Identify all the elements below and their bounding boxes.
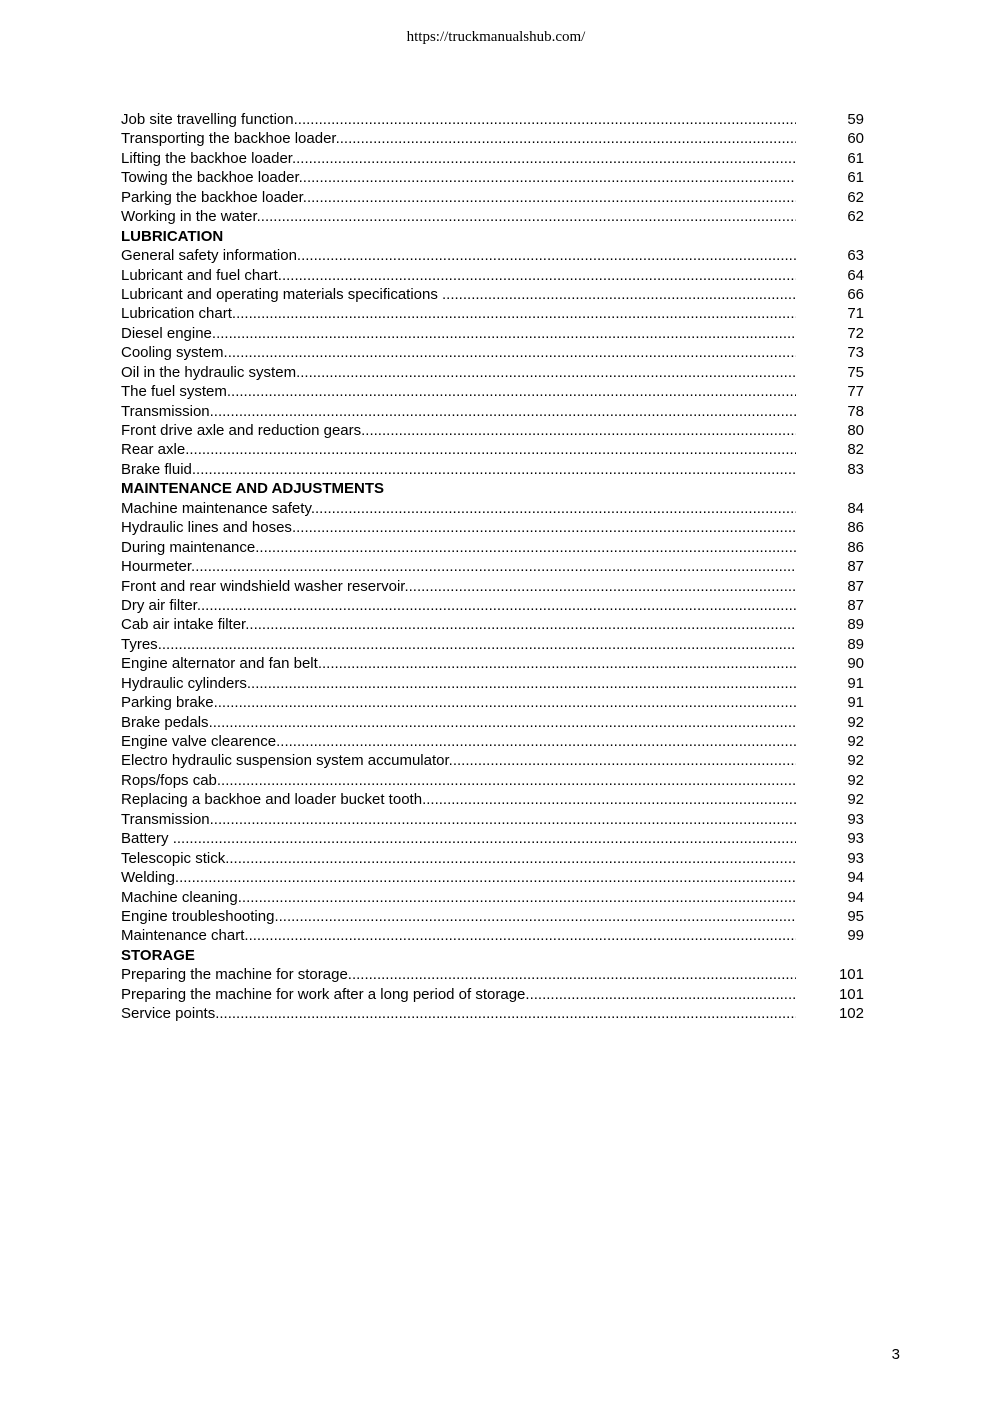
toc-entry[interactable] xyxy=(121,888,866,907)
toc-entry-label-with-leader xyxy=(121,285,796,304)
toc-entry-page-number: 86 xyxy=(847,538,864,556)
toc-entry[interactable] xyxy=(121,751,866,770)
toc-entry-label-with-leader xyxy=(121,577,796,596)
header-url: https://truckmanualshub.com/ xyxy=(406,29,586,45)
toc-entry-label-with-leader xyxy=(121,907,796,926)
toc-entry[interactable] xyxy=(121,304,866,323)
toc-entry-label-with-leader xyxy=(121,829,796,848)
toc-entry-label: Parking the backhoe loader xyxy=(121,188,303,206)
toc-entry-page-number: 83 xyxy=(847,460,864,478)
toc-entry-label: Hydraulic lines and hoses xyxy=(121,519,292,537)
toc-entry-label: Lifting the backhoe loader xyxy=(121,149,292,167)
toc-entry-label: Working in the water xyxy=(121,208,257,226)
toc-entry-label: Rear axle xyxy=(121,441,186,459)
toc-entry-label: Maintenance chart xyxy=(121,927,245,945)
toc-entry[interactable] xyxy=(121,771,866,790)
toc-entry-page-number: 93 xyxy=(847,849,864,867)
toc-entry[interactable] xyxy=(121,129,866,148)
toc-entry-label: Preparing the machine for work after a long period of storage xyxy=(121,985,526,1003)
toc-entry-label-with-leader xyxy=(121,460,796,479)
toc-entry-label-with-leader xyxy=(121,168,796,187)
toc-entry-page-number: 87 xyxy=(847,558,864,576)
toc-entry-page-number: 92 xyxy=(847,733,864,750)
toc-entry-label-with-leader xyxy=(121,440,796,459)
toc-entry-page-number: 59 xyxy=(847,111,864,128)
toc-entry-label-with-leader xyxy=(121,363,796,382)
toc-entry[interactable] xyxy=(121,907,866,926)
toc-entry-label: Lubricant and fuel chart xyxy=(121,266,278,284)
toc-entry-label: Machine cleaning xyxy=(121,888,238,906)
section-title: LUBRICATION xyxy=(121,227,224,245)
toc-section-heading xyxy=(121,946,866,965)
toc-entry-label-with-leader xyxy=(121,654,796,673)
toc-entry[interactable] xyxy=(121,615,866,634)
toc-entry[interactable] xyxy=(121,732,866,751)
toc-entry-label: Transmission xyxy=(121,402,210,420)
toc-entry-page-number: 89 xyxy=(847,616,864,634)
toc-entry-label: Service points xyxy=(121,1005,216,1023)
toc-entry-page-number: 90 xyxy=(847,655,864,673)
toc-entry-label-with-leader xyxy=(121,149,796,168)
toc-entry[interactable] xyxy=(121,868,866,887)
toc-entry-label-with-leader xyxy=(121,207,796,226)
toc-entry[interactable] xyxy=(121,518,866,537)
toc-entry-label-with-leader xyxy=(121,343,796,362)
toc-entry-label: Engine alternator and fan belt xyxy=(121,655,318,673)
toc-entry[interactable] xyxy=(121,829,866,848)
toc-entry-page-number: 99 xyxy=(847,927,864,945)
toc-entry-page-number: 91 xyxy=(847,694,864,712)
toc-entry-page-number: 62 xyxy=(847,188,864,206)
toc-entry[interactable] xyxy=(121,577,866,596)
toc-entry-page-number: 64 xyxy=(847,266,864,284)
toc-entry-label: Dry air filter xyxy=(121,596,197,614)
toc-entry-label-with-leader xyxy=(121,266,796,285)
toc-entry-page-number: 62 xyxy=(847,208,864,226)
toc-entry-page-number: 60 xyxy=(847,130,864,148)
toc-entry-label-with-leader xyxy=(121,304,796,323)
toc-entry[interactable] xyxy=(121,790,866,809)
toc-entry-label: Rops/fops cab xyxy=(121,771,217,789)
toc-entry-label-with-leader xyxy=(121,926,796,945)
toc-entry-page-number: 87 xyxy=(847,596,864,614)
toc-entry-label-with-leader xyxy=(121,693,796,712)
toc-entry-page-number: 75 xyxy=(847,363,864,381)
toc-entry-label: Front and rear windshield washer reservoir xyxy=(121,577,405,595)
toc-entry-page-number: 91 xyxy=(847,674,864,692)
toc-entry-label-with-leader xyxy=(121,1004,796,1023)
toc-entry[interactable] xyxy=(121,693,866,712)
toc-entry-page-number: 77 xyxy=(847,383,864,401)
toc-entry-page-number: 92 xyxy=(847,771,864,789)
toc-entry-label-with-leader xyxy=(121,538,796,557)
toc-entry[interactable] xyxy=(121,285,866,304)
toc-entry-label-with-leader xyxy=(121,188,796,207)
toc-entry-page-number: 92 xyxy=(847,713,864,731)
toc-entry-page-number: 92 xyxy=(847,791,864,809)
toc-entry-page-number: 73 xyxy=(847,344,864,362)
toc-entry-page-number: 86 xyxy=(847,519,864,537)
toc-entry[interactable] xyxy=(121,985,866,1004)
toc-entry-label: Cooling system xyxy=(121,344,224,362)
toc-entry-label-with-leader xyxy=(121,246,796,265)
toc-entry-page-number: 87 xyxy=(847,577,864,595)
toc-entry-label: Transmission xyxy=(121,810,210,828)
toc-entry-label-with-leader xyxy=(121,129,796,148)
toc-entry[interactable] xyxy=(121,674,866,693)
toc-entry-page-number: 61 xyxy=(847,149,864,167)
section-title: STORAGE xyxy=(121,946,195,964)
toc-entry-label-with-leader xyxy=(121,596,796,615)
toc-entry[interactable] xyxy=(121,849,866,868)
toc-entry[interactable] xyxy=(121,343,866,362)
toc-section-heading xyxy=(121,227,866,246)
toc-entry-page-number: 94 xyxy=(847,888,864,906)
toc-entry-page-number: 82 xyxy=(847,441,864,459)
toc-entry-label: Engine troubleshooting xyxy=(121,907,275,925)
toc-entry-label: Hydraulic cylinders xyxy=(121,674,247,692)
toc-entry[interactable] xyxy=(121,926,866,945)
toc-entry-label: Welding xyxy=(121,869,175,887)
toc-entry-label-with-leader xyxy=(121,751,796,770)
toc-entry-label-with-leader xyxy=(121,499,796,518)
toc-entry-label-with-leader xyxy=(121,110,796,129)
toc-entry-label-with-leader xyxy=(121,557,796,576)
toc-entry-page-number: 101 xyxy=(838,985,864,1003)
toc-entry[interactable] xyxy=(121,168,866,187)
toc-entry-label-with-leader xyxy=(121,965,796,984)
toc-entry-label: Parking brake xyxy=(121,694,214,712)
toc-entry-page-number: 80 xyxy=(847,422,864,439)
toc-entry-page-number: 89 xyxy=(847,635,864,653)
toc-entry-label: Lubricant and operating materials specifications xyxy=(121,285,443,303)
toc-entry[interactable] xyxy=(121,266,866,285)
toc-entry-page-number: 66 xyxy=(847,285,864,303)
toc-entry[interactable] xyxy=(121,713,866,732)
toc-entry-label: Electro hydraulic suspension system accumulator xyxy=(121,752,449,770)
toc-entry-label: Replacing a backhoe and loader bucket tooth xyxy=(121,791,423,809)
toc-section-heading xyxy=(121,479,866,498)
toc-entry-page-number: 84 xyxy=(847,499,864,517)
toc-entry-label: Diesel engine xyxy=(121,324,212,342)
toc-entry-page-number: 61 xyxy=(847,169,864,187)
toc-entry-page-number: 71 xyxy=(847,305,864,323)
toc-entry[interactable] xyxy=(121,460,866,479)
toc-entry-label: Hourmeter xyxy=(121,558,192,576)
toc-entry[interactable] xyxy=(121,635,866,654)
toc-entry-page-number: 78 xyxy=(847,402,864,420)
toc-entry-page-number: 63 xyxy=(847,247,864,265)
toc-entry-label: Oil in the hydraulic system xyxy=(121,363,297,381)
toc-entry[interactable] xyxy=(121,207,866,226)
toc-entry[interactable] xyxy=(121,188,866,207)
toc-entry-label: Tyres xyxy=(121,635,158,653)
toc-entry-label-with-leader xyxy=(121,771,796,790)
toc-entry-label-with-leader xyxy=(121,849,796,868)
toc-entry[interactable] xyxy=(121,440,866,459)
toc-entry-label: Transporting the backhoe loader xyxy=(121,130,336,148)
toc-entry[interactable] xyxy=(121,324,866,343)
toc-entry-label-with-leader xyxy=(121,518,796,537)
toc-entry[interactable] xyxy=(121,499,866,518)
toc-entry-page-number: 95 xyxy=(847,907,864,925)
toc-entry[interactable] xyxy=(121,110,866,129)
toc-entry-page-number: 72 xyxy=(847,324,864,342)
toc-entry-label: Machine maintenance safety xyxy=(121,499,311,517)
toc-entry-label: During maintenance xyxy=(121,538,256,556)
toc-entry[interactable] xyxy=(121,149,866,168)
toc-entry-label: Front drive axle and reduction gears xyxy=(121,422,362,439)
toc-entry-label-with-leader xyxy=(121,382,796,401)
toc-entry-label-with-leader xyxy=(121,732,796,751)
toc-entry[interactable] xyxy=(121,246,866,265)
toc-entry-label: Towing the backhoe loader xyxy=(121,169,299,187)
toc-entry-page-number: 93 xyxy=(847,810,864,828)
toc-entry-label: Brake fluid xyxy=(121,460,192,478)
toc-entry-label: Preparing the machine for storage xyxy=(121,966,348,984)
toc-entry-page-number: 93 xyxy=(847,830,864,848)
toc-entry-label: Engine valve clearence xyxy=(121,733,277,750)
toc-entry-label-with-leader xyxy=(121,421,796,440)
toc-entry-label-with-leader xyxy=(121,868,796,887)
toc-entry[interactable] xyxy=(121,1004,866,1023)
toc-entry-label-with-leader xyxy=(121,810,796,829)
toc-entry-label: General safety information xyxy=(121,247,297,265)
toc-entry-label-with-leader xyxy=(121,402,796,421)
toc-entry[interactable] xyxy=(121,382,866,401)
toc-entry-label-with-leader xyxy=(121,888,796,907)
toc-entry-label-with-leader xyxy=(121,985,796,1004)
toc-entry-label-with-leader xyxy=(121,324,796,343)
toc-entry-page-number: 92 xyxy=(847,752,864,770)
toc-entry-label: The fuel system xyxy=(121,383,227,401)
toc-entry[interactable] xyxy=(121,810,866,829)
toc-entry[interactable] xyxy=(121,965,866,984)
toc-entry[interactable] xyxy=(121,538,866,557)
toc-entry-page-number: 94 xyxy=(847,869,864,887)
toc-entry-label: Brake pedals xyxy=(121,713,209,731)
toc-entry-label-with-leader xyxy=(121,790,796,809)
toc-entry-label-with-leader xyxy=(121,615,796,634)
toc-entry-label-with-leader xyxy=(121,635,796,654)
toc-entry[interactable] xyxy=(121,557,866,576)
toc-entry[interactable] xyxy=(121,402,866,421)
toc-entry-label-with-leader xyxy=(121,713,796,732)
toc-entry-page-number: 102 xyxy=(838,1005,864,1023)
toc-entry-page-number: 101 xyxy=(838,966,864,984)
toc-entry-label: Job site travelling function xyxy=(121,111,294,128)
toc-entry-label: Cab air intake filter xyxy=(121,616,246,634)
toc-entry-label-with-leader xyxy=(121,674,796,693)
page-number: 3 xyxy=(891,1346,900,1363)
toc-entry[interactable] xyxy=(121,596,866,615)
toc-entry[interactable] xyxy=(121,421,866,440)
toc-entry-label: Telescopic stick xyxy=(121,849,226,867)
table-of-contents xyxy=(121,110,866,1024)
section-title: MAINTENANCE AND ADJUSTMENTS xyxy=(121,480,385,498)
toc-entry[interactable] xyxy=(121,363,866,382)
toc-entry-label: Battery xyxy=(121,830,173,848)
toc-entry-label: Lubrication chart xyxy=(121,305,232,323)
toc-entry[interactable] xyxy=(121,654,866,673)
